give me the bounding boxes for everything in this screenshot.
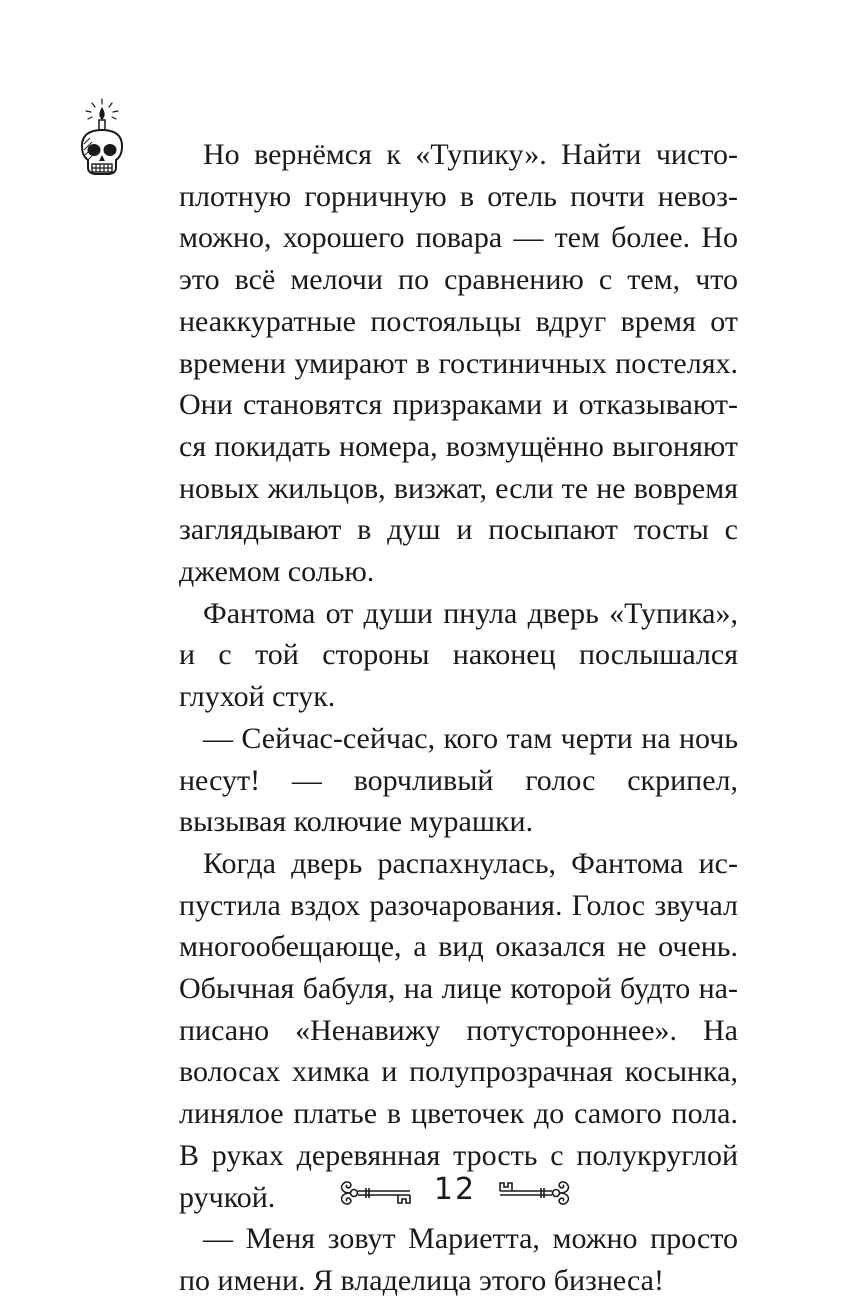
paragraph: — Сейчас-сейчас, кого там черти на ночь несут! — ворчливый голос скрипел, вызывая колючие мурашки. bbox=[179, 721, 738, 839]
paragraph: Но вернёмся к «Тупику». Найти чистоплотную горничную в отель почти невозможно, хорошего повара — тем более. Но это всё мелочи по сравнению с тем, что неаккуратные постояльцы вдруг время от времени умирают в гостиничных постелях. Они становятся призраками и отказываются покидать номера, возмущённо выгоняют новых жильцов, визжат, если те не вовремя заглядывают в душ и посыпают тосты с джемом солью. bbox=[179, 138, 738, 589]
paragraph: Фантома от души пнула дверь «Тупика», и с той стороны наконец послышался глухой стук. bbox=[179, 596, 738, 714]
body-text bbox=[179, 134, 738, 1302]
paragraph: — Меня зовут Мариетта, можно просто по имени. Я владелица этого бизнеса! bbox=[179, 1222, 738, 1297]
paragraph: Когда дверь распахнулась, Фантома испустила вздох разочарования. Голос звучал многообещающе, а вид оказался не очень. Обычная бабуля, на лице которой будто написано «Ненавижу потустороннее». На волосах химка и полупрозрачная косынка, линялое платье в цветочек до самого пола. В руках деревянная трость с полукруглой ручкой. bbox=[179, 846, 738, 1214]
page-footer bbox=[0, 1168, 844, 1218]
key-icon bbox=[492, 1176, 574, 1210]
skull-candle-icon bbox=[72, 98, 132, 180]
key-icon bbox=[336, 1176, 418, 1210]
page-number: 12 bbox=[433, 1172, 477, 1207]
